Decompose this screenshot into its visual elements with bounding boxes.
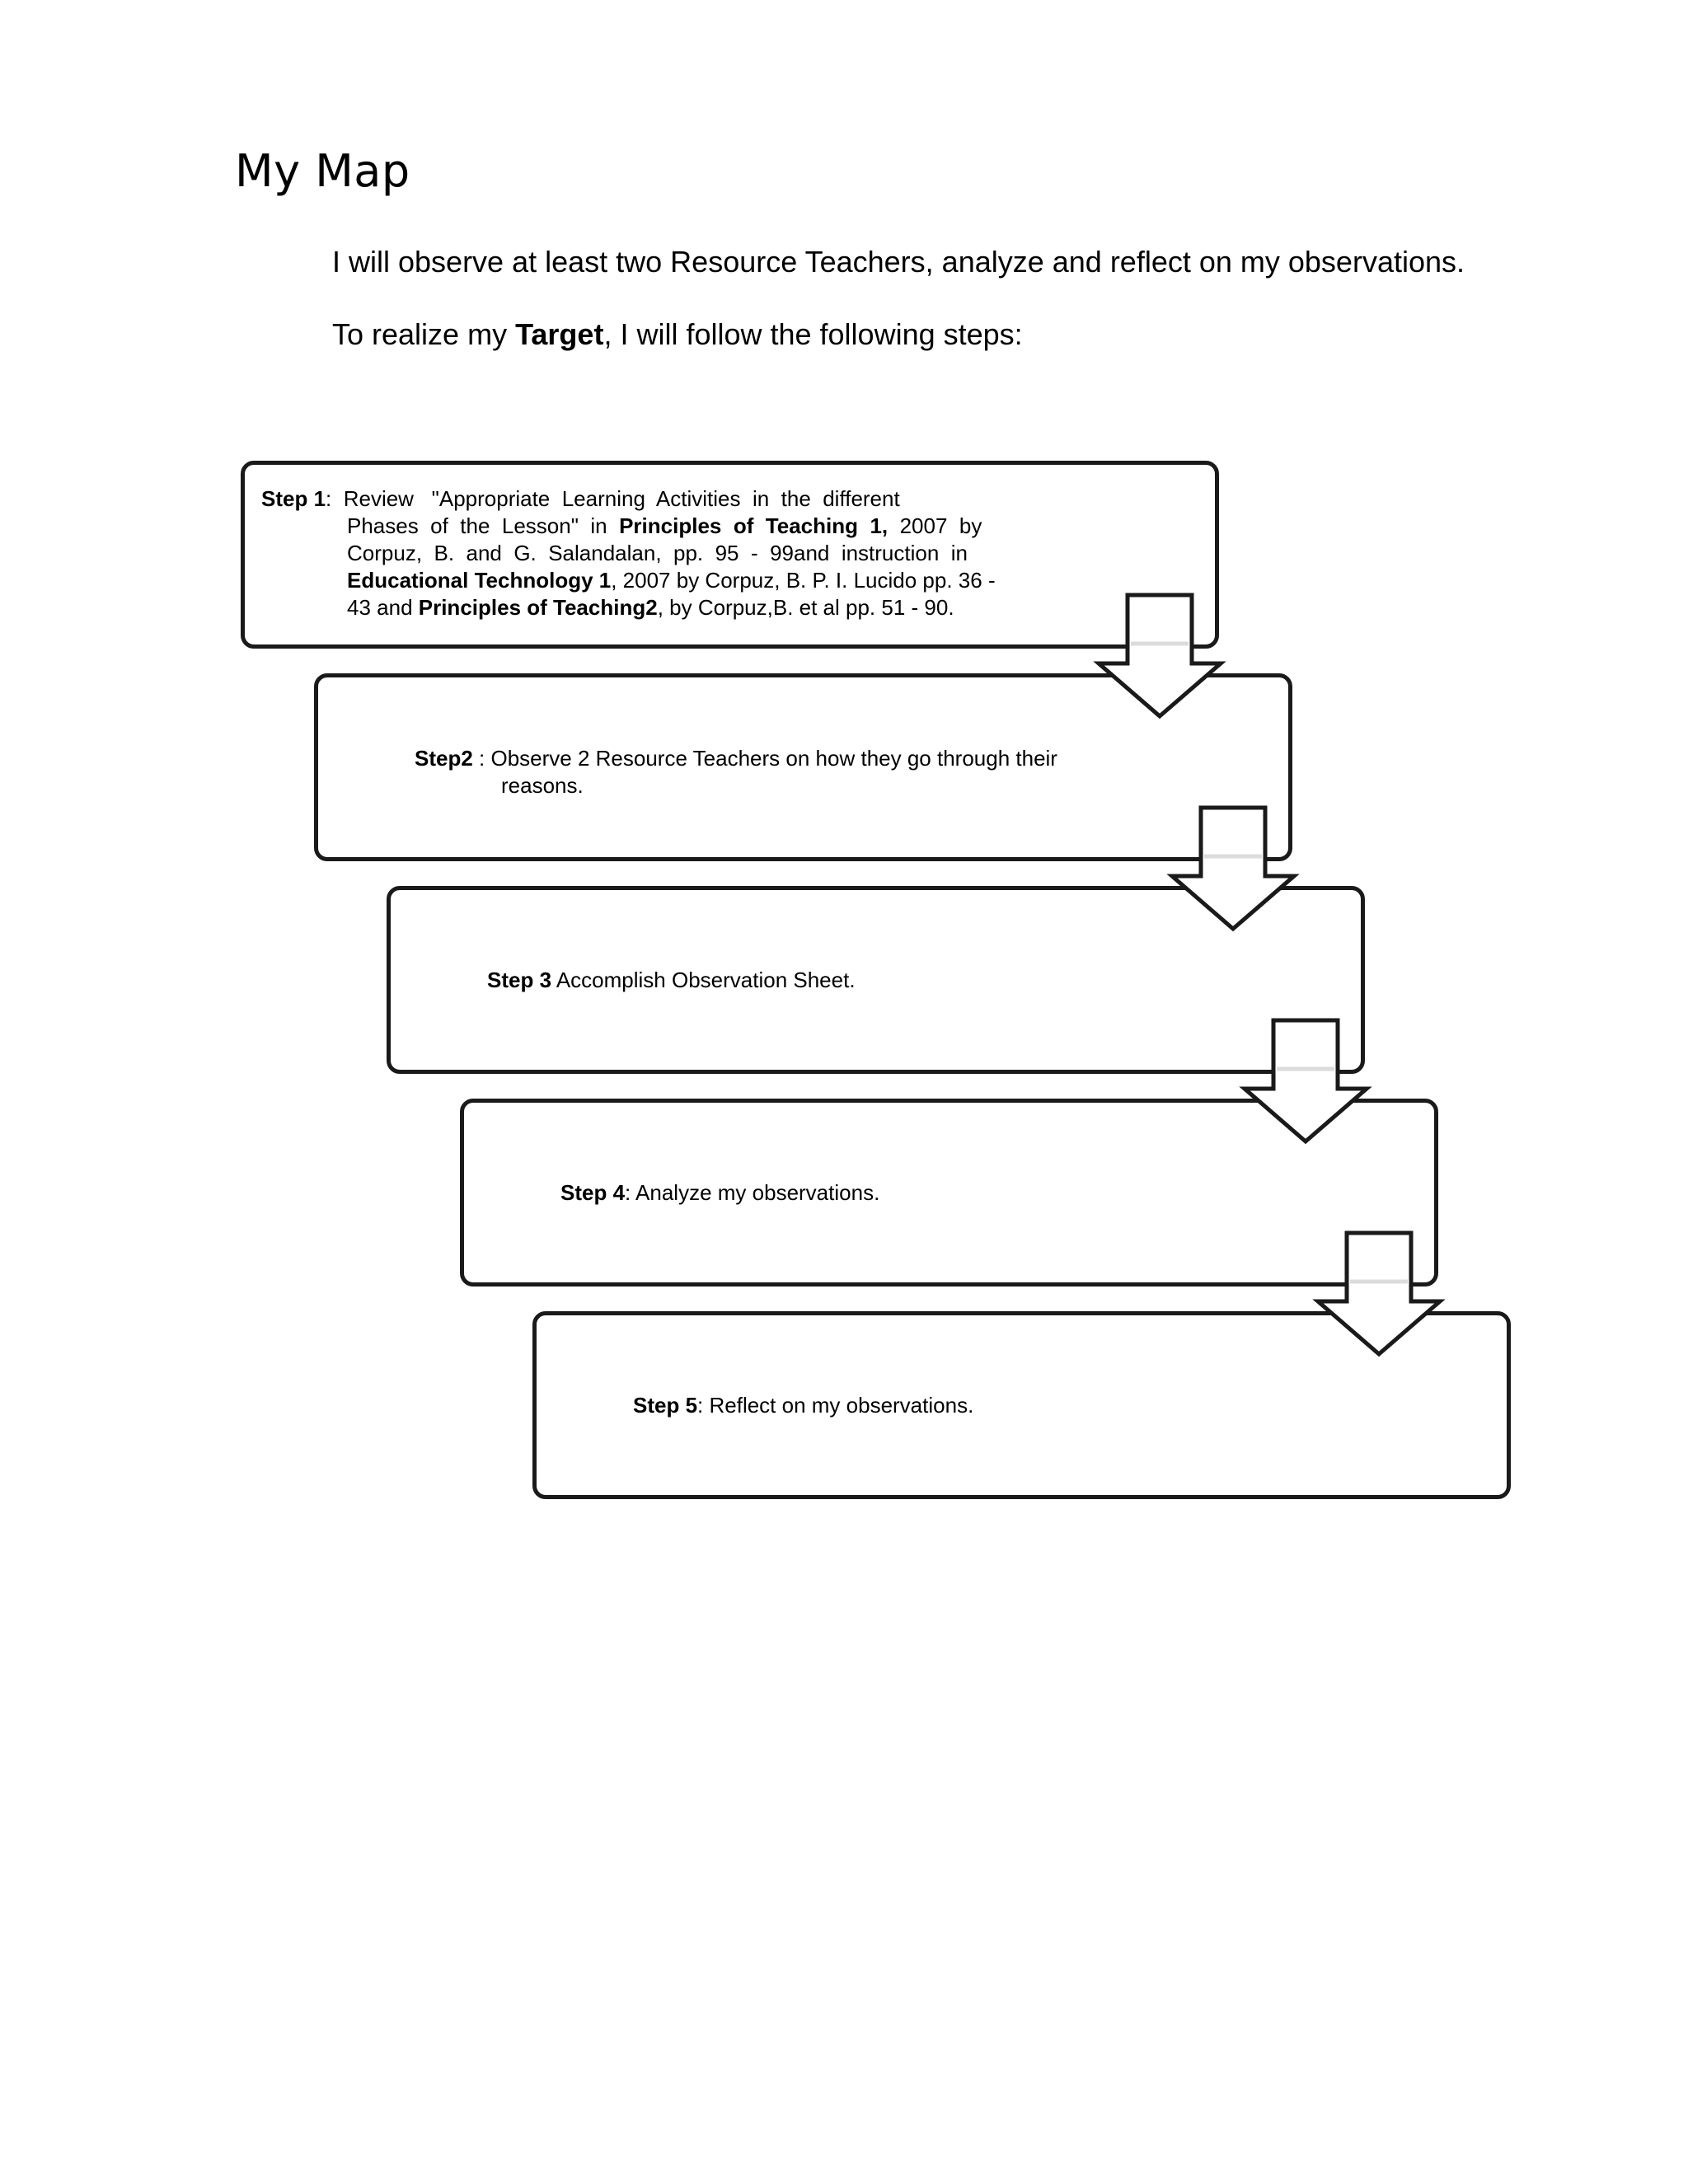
page-title: My Map xyxy=(235,145,410,197)
intro-line-target xyxy=(332,316,1023,352)
step-1-label: Step 1 xyxy=(261,486,326,511)
step-1-line-5 xyxy=(261,594,1003,621)
step-1-line-4-bold: Educational Technology 1 xyxy=(347,568,612,593)
step-4-text xyxy=(560,1179,879,1207)
step-1-line-4-text: , 2007 by Corpuz, B. P. I. Lucido pp. 36 - xyxy=(611,568,996,593)
down-arrow-icon xyxy=(1168,805,1300,933)
step-2-text-line-2: reasons. xyxy=(501,773,584,798)
step-1-line-4 xyxy=(261,567,1003,594)
down-arrow-icon xyxy=(1095,593,1226,720)
step-2-text-line-1: : Observe 2 Resource Teachers on how they go through their xyxy=(472,746,1057,771)
intro-target-bold: Target xyxy=(515,317,604,351)
step-3-description: Accomplish Observation Sheet. xyxy=(551,968,856,992)
intro-target-prefix: To realize my xyxy=(332,317,516,351)
down-arrow-icon xyxy=(1240,1018,1372,1146)
step-1-line-5-text-a: 43 and xyxy=(347,595,419,620)
step-5-label: Step 5 xyxy=(633,1393,698,1418)
step-1-line-2-text-b: 2007 by xyxy=(888,513,982,538)
step-2-label: Step2 xyxy=(415,746,473,771)
step-1-box xyxy=(241,461,1219,649)
step-1-line-2 xyxy=(261,513,1003,540)
intro-observe-text: I will observe at least two Resource Teachers, analyze and reflect on my observations. xyxy=(332,245,1465,279)
step-4-label: Step 4 xyxy=(560,1180,626,1205)
down-arrow-icon xyxy=(1314,1230,1446,1358)
step-5-text xyxy=(633,1392,973,1419)
step-5-description: : Reflect on my observations. xyxy=(697,1393,974,1418)
step-1-line-2-text-a: Phases of the Lesson" in xyxy=(347,513,620,538)
intro-target-suffix: , I will follow the following steps: xyxy=(603,317,1023,351)
step-1-line-3 xyxy=(261,540,1003,567)
intro-line-observe xyxy=(332,244,1465,279)
step-1-line-3-text: Corpuz, B. and G. Salandalan, pp. 95 - 99and instruction in xyxy=(347,541,968,565)
step-1-line-5-bold: Principles of Teaching2 xyxy=(418,595,658,620)
step-4-description: : Analyze my observations. xyxy=(625,1180,880,1205)
step-1-line-5-text-b: , by Corpuz,B. et al pp. 51 - 90. xyxy=(657,595,954,620)
step-1-line-1-text: : Review "Appropriate Learning Activities in the different xyxy=(326,486,900,511)
step-1-line-1 xyxy=(261,485,1003,513)
step-3-label: Step 3 xyxy=(487,968,552,992)
step-2-text xyxy=(415,745,1057,799)
step-1-line-2-bold: Principles of Teaching 1, xyxy=(619,513,889,538)
step-3-text xyxy=(487,967,856,994)
step-1-text xyxy=(261,485,1003,621)
